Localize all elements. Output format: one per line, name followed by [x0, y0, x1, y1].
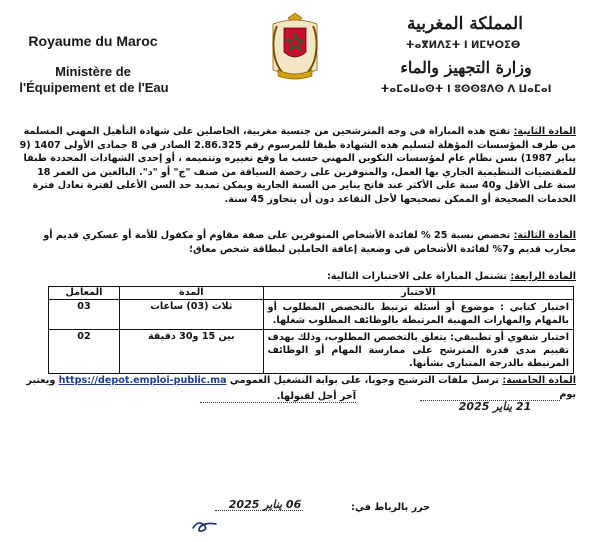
- article-2: [16, 125, 576, 207]
- tests-table: [48, 286, 574, 374]
- test-cell: اختبار شفوي أو تطبيقي: يتعلق بالتخصص المطلوب، وذلك بهدف تقييم مدى قدرة المترشح على ممارسة المهام أو الوظائف المرتبطة بالدرجة المتبارى بشأنها.: [263, 330, 573, 374]
- made-in-rabat-label: حرر بالرباط في:: [351, 502, 430, 513]
- header-fr-line3: l'Équipement et de l'Eau: [19, 80, 169, 95]
- signature-mark: [190, 518, 220, 534]
- article-5-label: المادة الخامسة:: [502, 375, 576, 386]
- article-2-text: تفتح هذه المباراة في وجه المترشحين من جنسية مغربية، الحاصلين على شهادة التأهيل المهني المسلمة من طرف المؤسسات المؤهلة لتسليم هذه الشهادة طبقا للمرسوم رقم 2.86.325 الصادر في 8 جمادى الأولى 1407 (9 يناير 1987) بسن نظام عام لمؤسسات التكوين المهني حسب ما وقع تغييره وتتميمه ، أو إحدى الشهادات المحددة طبقا للمقتضيات التنظيمية الجاري بها العمل، والمتوفرين على رخصة السياقة من صنف "ج" أو "د". البالغين من العمر 18 سنة على الأقل و40 سنة على الأكثر عند فاتح يناير من السنة الجارية ويمكن تمديد حد السن الأعلى لفترة تعادل فترة الخدمات الصحيحة أو الممكن تصحيحها لأجل التقاعد دون أن يتجاوز 45 سنة.: [19, 126, 576, 205]
- deadline-date-stamp: 21 يناير 2025: [458, 400, 532, 413]
- coat-of-arms-emblem: [268, 12, 322, 82]
- tests-table-header-row: [49, 287, 574, 300]
- article-4-text: تشتمل المباراة على الاختبارات التالية:: [327, 271, 507, 282]
- article-5-text-before: ترسل ملفات الترشيح وجوبا، على بوابة التشغيل العمومي: [229, 375, 500, 386]
- duration-cell: ثلاث (03) ساعات: [119, 300, 263, 330]
- article-2-label: المادة الثانية:: [513, 126, 576, 137]
- article-3-label: المادة الثالثة:: [513, 230, 576, 241]
- duration-cell: بين 15 و30 دقيقة: [119, 330, 263, 374]
- header-ar-line1: المملكة المغربية: [407, 14, 523, 34]
- tests-table-header-test: الاختبار: [263, 287, 573, 300]
- issue-date-dotted-line: [215, 510, 303, 511]
- deadline-dotted-line: [420, 400, 560, 401]
- tests-table-header-duration: المدة: [119, 287, 263, 300]
- header-ar-line2: وزارة التجهيز والماء: [400, 58, 532, 77]
- article-3-text: تخصص نسبة 25 % لفائدة الأشخاص المتوفرين على صفة مقاوم أو مكفول للأمة أو عسكري قديم أو محارب قديم و7% لفائدة الأشخاص في وضعية إعاقة الحاملين لبطاقة شخص معاق؛: [43, 230, 576, 255]
- coef-cell: 03: [49, 300, 120, 330]
- article-3: [16, 229, 576, 256]
- header-fr-line2: Ministère de: [55, 64, 131, 79]
- header-tif-line1: ⵜⴰⴳⵍⴷⵉⵜ ⵏ ⵍⵎⵖⵔⵉⴱ: [405, 40, 521, 51]
- emploi-public-link[interactable]: https://depot.emploi-public.ma: [58, 375, 227, 386]
- header-tif-line2: ⵜⴰⵎⴰⵡⴰⵙⵜ ⵏ ⵓⵙⵙⵓⴷⵙ ⴷ ⵡⴰⵎⴰⵏ: [380, 84, 552, 95]
- table-row: [49, 300, 574, 330]
- tests-table-header-coef: المعامل: [49, 287, 120, 300]
- issue-date-stamp: 06 يناير 2025: [228, 498, 302, 511]
- table-row: [49, 330, 574, 374]
- article-4: [16, 270, 576, 284]
- coef-cell: 02: [49, 330, 120, 374]
- article-4-label: المادة الرابعة:: [510, 271, 576, 282]
- article-5-line2: آخر أجل لقبولها.: [200, 391, 356, 403]
- test-cell: اختبار كتابي : موضوع أو أسئلة ترتبط بالتخصص المطلوب أو بالمهام والمهارات المهنية المرتبطة بالوظائف المطلوب شغلها.: [263, 300, 573, 330]
- header-fr-line1: Royaume du Maroc: [28, 33, 158, 49]
- article-5-text-after: ويعتبر يوم: [26, 375, 576, 400]
